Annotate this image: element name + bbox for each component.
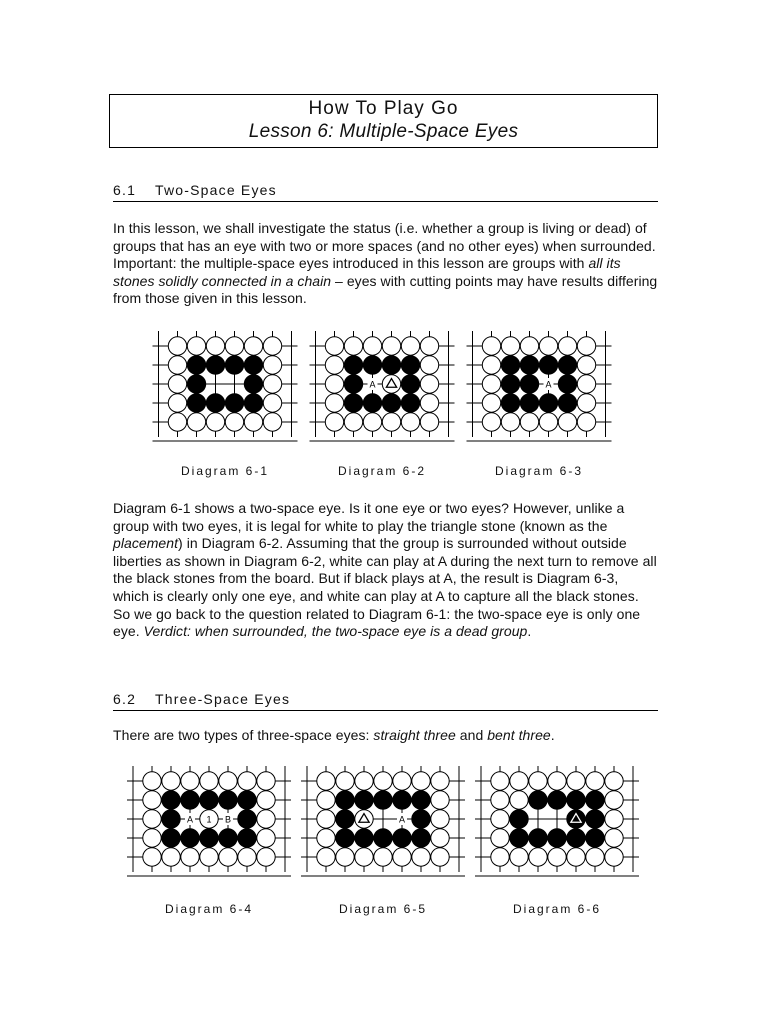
white-stone [143, 829, 161, 847]
white-stone [482, 337, 500, 355]
white-stone [355, 848, 373, 866]
lesson-title-box [109, 94, 658, 148]
section-number: 6.2 [113, 691, 137, 707]
black-stone [520, 375, 538, 393]
white-stone [401, 413, 419, 431]
white-stone [491, 772, 509, 790]
black-stone [501, 394, 519, 412]
white-stone [168, 337, 186, 355]
white-stone [520, 413, 538, 431]
black-stone [548, 829, 566, 847]
diagram-6-2 [307, 328, 457, 458]
white-stone [431, 829, 449, 847]
white-stone [355, 772, 373, 790]
white-stone [558, 413, 576, 431]
white-stone [567, 772, 585, 790]
white-stone [491, 810, 509, 828]
white-stone [412, 848, 430, 866]
white-stone [605, 810, 623, 828]
text-run: . [550, 727, 555, 743]
white-stone [225, 413, 243, 431]
black-stone [363, 394, 381, 412]
black-stone [374, 791, 392, 809]
white-stone [225, 337, 243, 355]
white-stone [263, 375, 281, 393]
white-stone [187, 337, 205, 355]
point-label: A [545, 379, 552, 390]
white-stone [431, 810, 449, 828]
black-stone [510, 810, 528, 828]
white-stone [605, 791, 623, 809]
white-stone [219, 848, 237, 866]
white-stone [263, 356, 281, 374]
black-stone [225, 356, 243, 374]
paragraph-text [113, 220, 658, 308]
white-stone [420, 375, 438, 393]
diagram-caption: Diagram 6-3 [494, 464, 584, 478]
white-stone [577, 375, 595, 393]
white-stone [206, 337, 224, 355]
white-stone [168, 375, 186, 393]
section-number: 6.1 [113, 182, 137, 198]
black-stone [181, 829, 199, 847]
white-stone [168, 413, 186, 431]
point-label: B [224, 814, 232, 825]
black-stone [539, 356, 557, 374]
white-stone [181, 772, 199, 790]
white-stone [363, 413, 381, 431]
white-stone [336, 772, 354, 790]
white-stone [374, 772, 392, 790]
white-stone [605, 829, 623, 847]
white-stone [431, 772, 449, 790]
emphasized-text: straight three [373, 727, 456, 743]
white-stone [200, 772, 218, 790]
black-stone [548, 791, 566, 809]
black-stone [355, 829, 373, 847]
white-stone [539, 337, 557, 355]
black-stone [219, 791, 237, 809]
page-title: How To Play Go [308, 98, 459, 119]
white-stone [257, 848, 275, 866]
white-stone [382, 337, 400, 355]
white-stone [401, 337, 419, 355]
black-stone [558, 375, 576, 393]
black-stone [206, 356, 224, 374]
white-stone [586, 848, 604, 866]
white-stone [317, 829, 335, 847]
black-stone [200, 829, 218, 847]
diagram-6-1 [150, 328, 300, 458]
white-stone [577, 413, 595, 431]
white-stone [263, 337, 281, 355]
white-stone [143, 848, 161, 866]
white-stone [344, 413, 362, 431]
black-stone [363, 356, 381, 374]
white-stone [431, 848, 449, 866]
white-stone [363, 337, 381, 355]
diagram-caption: Diagram 6-4 [164, 902, 254, 916]
black-stone [162, 810, 180, 828]
point-label: A [398, 814, 406, 825]
white-stone [577, 356, 595, 374]
section1-explanation-paragraph [113, 500, 658, 641]
white-stone [420, 413, 438, 431]
black-stone [344, 375, 362, 393]
black-stone [586, 829, 604, 847]
white-stone [257, 791, 275, 809]
white-stone [577, 394, 595, 412]
black-stone [162, 791, 180, 809]
point-label: 1 [206, 814, 212, 825]
black-stone [393, 791, 411, 809]
diagram-caption: Diagram 6-5 [338, 902, 428, 916]
black-stone [187, 375, 205, 393]
white-stone [219, 772, 237, 790]
white-stone [420, 337, 438, 355]
black-stone [558, 356, 576, 374]
black-stone [401, 375, 419, 393]
white-stone [317, 810, 335, 828]
white-stone [548, 772, 566, 790]
black-stone [238, 810, 256, 828]
white-stone [244, 413, 262, 431]
white-stone [325, 337, 343, 355]
white-stone [317, 772, 335, 790]
section2-intro-paragraph [113, 727, 658, 745]
black-stone [336, 791, 354, 809]
black-stone [501, 375, 519, 393]
white-stone [577, 337, 595, 355]
white-stone [162, 772, 180, 790]
white-stone [238, 772, 256, 790]
white-stone [374, 848, 392, 866]
diagram-caption: Diagram 6-1 [180, 464, 270, 478]
white-stone [143, 772, 161, 790]
white-stone [257, 810, 275, 828]
white-stone [431, 791, 449, 809]
white-stone [529, 848, 547, 866]
emphasized-text: bent three [487, 727, 551, 743]
white-stone [482, 375, 500, 393]
white-stone [143, 791, 161, 809]
black-stone [382, 356, 400, 374]
white-stone [586, 772, 604, 790]
black-stone [382, 394, 400, 412]
black-stone [238, 829, 256, 847]
emphasized-text: all its stones solidly connected in a chain [113, 255, 621, 289]
black-stone [412, 810, 430, 828]
section-title: Three-Space Eyes [155, 691, 291, 707]
black-stone [401, 394, 419, 412]
black-stone [529, 791, 547, 809]
white-stone [168, 356, 186, 374]
text-run: . [527, 623, 532, 640]
white-stone [558, 337, 576, 355]
white-stone [482, 394, 500, 412]
white-stone [548, 848, 566, 866]
white-stone [263, 394, 281, 412]
black-stone [401, 356, 419, 374]
black-stone [539, 394, 557, 412]
black-stone [206, 394, 224, 412]
black-stone [529, 829, 547, 847]
text-run: Diagram 6-1 shows a two-space eye. Is it one eye or two eyes? However, unlike a group with two eyes, it is legal for white to play the triangle stone (known as the [113, 500, 625, 534]
white-stone [529, 772, 547, 790]
white-stone [168, 394, 186, 412]
black-stone [244, 356, 262, 374]
point-label: A [186, 814, 194, 825]
black-stone [520, 356, 538, 374]
page-subtitle: Lesson 6: Multiple-Space Eyes [248, 121, 519, 142]
white-stone [491, 848, 509, 866]
white-stone [317, 848, 335, 866]
white-stone [317, 791, 335, 809]
black-stone [238, 791, 256, 809]
white-stone [181, 848, 199, 866]
black-stone [355, 791, 373, 809]
paragraph-text [113, 727, 658, 745]
point-label: A [369, 379, 376, 390]
black-stone [374, 829, 392, 847]
black-stone [567, 791, 585, 809]
white-stone [393, 848, 411, 866]
white-stone [567, 848, 585, 866]
section1-intro-paragraph [113, 220, 658, 308]
black-stone [586, 791, 604, 809]
white-stone [420, 356, 438, 374]
white-stone [325, 375, 343, 393]
white-stone [187, 413, 205, 431]
diagram-caption: Diagram 6-6 [512, 902, 602, 916]
white-stone [501, 413, 519, 431]
text-run: ) in Diagram 6-2. Assuming that the group is surrounded without outside liberties as shown in Diagram 6-2, white can play at A during the next turn to remove all the black stones from the board. But if black plays at A, the result is Diagram 6-3, which is clearly only one eye, and white can play at A to capture all the black stones. So we go back to the question related to Diagram 6-1: the two-space eye is only one eye. [113, 535, 657, 640]
white-stone [510, 848, 528, 866]
go-board [464, 328, 614, 458]
diagram-6-4 [123, 763, 295, 893]
white-stone [206, 413, 224, 431]
white-stone [200, 848, 218, 866]
text-run: In this lesson, we shall investigate the status (i.e. whether a group is living or dead) of groups that has an eye with two or more spaces (and no other eyes) when surrounded. Important: the multiple-space eyes introduced in this lesson are groups with [113, 220, 656, 272]
black-stone [412, 791, 430, 809]
white-stone [491, 829, 509, 847]
black-stone [344, 356, 362, 374]
go-board [150, 328, 300, 458]
white-stone [344, 337, 362, 355]
black-stone [501, 356, 519, 374]
black-stone [162, 829, 180, 847]
go-board [297, 763, 469, 893]
white-stone [325, 394, 343, 412]
section-heading-6-1 [113, 182, 658, 202]
go-board [123, 763, 295, 893]
black-stone [510, 829, 528, 847]
black-stone [187, 356, 205, 374]
text-run: – eyes with cutting points may have results differing from those given in this lesson. [113, 272, 658, 307]
black-stone [558, 394, 576, 412]
diagram-6-6 [471, 763, 643, 893]
emphasized-text: Verdict: when surrounded, the two-space eye is a dead group [143, 623, 528, 640]
white-stone [510, 772, 528, 790]
white-stone [244, 337, 262, 355]
black-stone [567, 829, 585, 847]
white-stone [501, 337, 519, 355]
black-stone [520, 394, 538, 412]
black-stone [219, 829, 237, 847]
white-stone [257, 772, 275, 790]
white-stone [520, 337, 538, 355]
white-stone [257, 829, 275, 847]
white-stone [491, 791, 509, 809]
black-stone [225, 394, 243, 412]
black-stone [200, 791, 218, 809]
section-title: Two-Space Eyes [155, 182, 277, 198]
white-stone [605, 848, 623, 866]
white-stone [382, 413, 400, 431]
white-stone [162, 848, 180, 866]
black-stone [412, 829, 430, 847]
white-stone [263, 413, 281, 431]
black-stone [586, 810, 604, 828]
white-stone [539, 413, 557, 431]
white-stone [325, 356, 343, 374]
black-stone [336, 810, 354, 828]
white-stone [412, 772, 430, 790]
section-heading-6-2 [113, 691, 658, 711]
black-stone [181, 791, 199, 809]
black-stone [393, 829, 411, 847]
black-stone [244, 394, 262, 412]
white-stone [336, 848, 354, 866]
white-stone [482, 356, 500, 374]
white-stone [325, 413, 343, 431]
diagram-6-3 [464, 328, 614, 458]
go-board [307, 328, 457, 458]
white-stone [393, 772, 411, 790]
white-stone [605, 772, 623, 790]
white-stone [482, 413, 500, 431]
white-stone [238, 848, 256, 866]
black-stone [336, 829, 354, 847]
go-board [471, 763, 643, 893]
diagram-caption: Diagram 6-2 [337, 464, 427, 478]
text-run: There are two types of three-space eyes: [113, 727, 374, 743]
white-stone [510, 791, 528, 809]
black-stone [244, 375, 262, 393]
black-stone [344, 394, 362, 412]
white-stone [143, 810, 161, 828]
white-stone [420, 394, 438, 412]
black-stone [187, 394, 205, 412]
paragraph-text [113, 500, 658, 641]
diagram-6-5 [297, 763, 469, 893]
emphasized-text: placement [113, 535, 179, 552]
text-run: and [455, 727, 488, 743]
